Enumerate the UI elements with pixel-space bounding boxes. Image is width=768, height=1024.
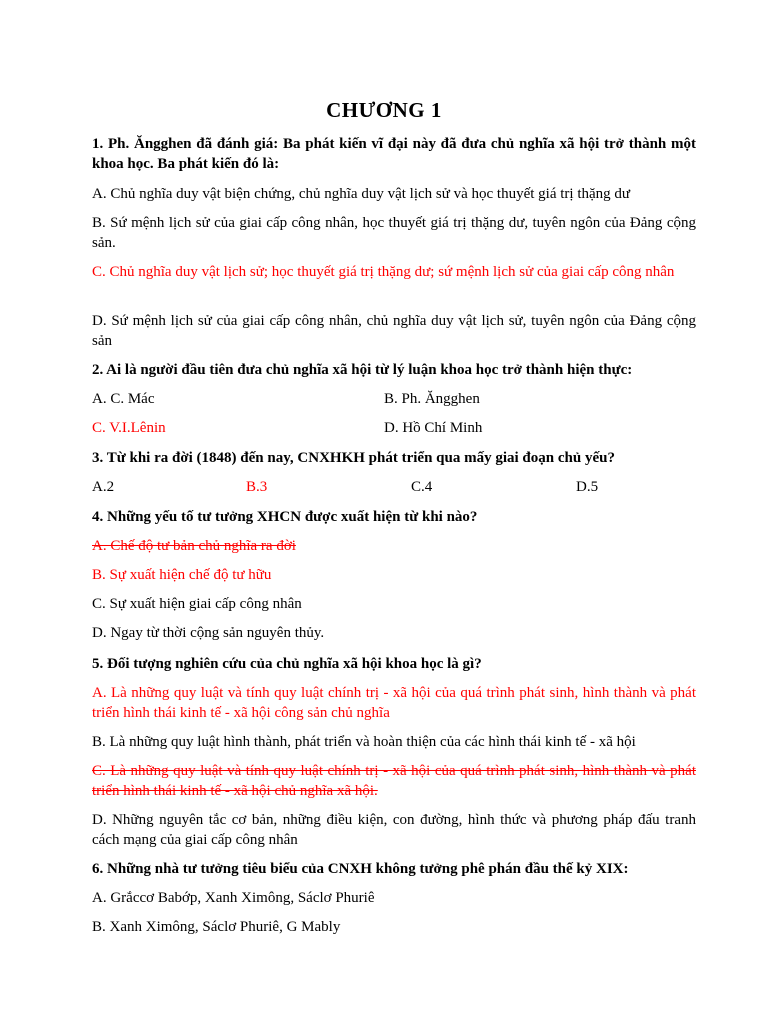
q5-option-a-answer: A. Là những quy luật và tính quy luật chính trị - xã hội của quá trình phát sinh, hình thành và phát triển hình thái kinh tế - xã hội công sản chủ nghĩa: [92, 685, 696, 721]
q6-option-b: B. Xanh Ximông, Sáclơ Phuriê, G Mably: [92, 919, 341, 935]
q1-option-b: B. Sứ mệnh lịch sử của giai cấp công nhân, học thuyết giá trị thặng dư, tuyên ngôn của Đảng cộng sản.: [92, 215, 696, 251]
q5-option-d: D. Những nguyên tắc cơ bản, những điều kiện, con đường, hình thức và phương pháp đấu tranh cách mạng của giai cấp công nhân: [92, 812, 696, 848]
q1-option-a: A. Chủ nghĩa duy vật biện chứng, chủ nghĩa duy vật lịch sử và học thuyết giá trị thặng dư: [92, 186, 631, 202]
q3-option-d: D.5: [576, 479, 599, 495]
question-6: 6. Những nhà tư tưởng tiêu biểu của CNXH không tưởng phê phán đầu thế kỷ XIX:: [92, 861, 629, 877]
question-1: 1. Ph. Ăngghen đã đánh giá: Ba phát kiến vĩ đại này đã đưa chủ nghĩa xã hội trở thành một khoa học. Ba phát kiến đó là:: [92, 136, 696, 172]
q2-option-d: D. Hồ Chí Minh: [384, 420, 483, 436]
q5-option-c-struck: C. Là những quy luật và tính quy luật chính trị - xã hội của quá trình phát sinh, hình thành và phát triển hình thái kinh tế - xã hội chủ nghĩa xã hội.: [92, 763, 696, 799]
q4-option-a-struck: A. Chế độ tư bản chủ nghĩa ra đời: [92, 538, 296, 554]
q4-option-b-answer: B. Sự xuất hiện chế độ tư hữu: [92, 567, 272, 583]
q2-option-a: A. C. Mác: [92, 391, 155, 407]
q2-option-c-answer: C. V.I.Lênin: [92, 420, 166, 436]
q2-option-b: B. Ph. Ăngghen: [384, 391, 480, 407]
q1-option-c-answer: C. Chủ nghĩa duy vật lịch sử; học thuyết giá trị thặng dư; sứ mệnh lịch sử của giai cấp công nhân: [92, 264, 675, 280]
q4-option-d: D. Ngay từ thời cộng sản nguyên thủy.: [92, 625, 325, 641]
question-4: 4. Những yếu tố tư tưởng XHCN được xuất hiện từ khi nào?: [92, 509, 478, 525]
q5-option-b: B. Là những quy luật hình thành, phát triển và hoàn thiện của các hình thái kinh tế - xã hội: [92, 734, 636, 750]
q3-option-a: A.2: [92, 479, 115, 495]
q3-option-c: C.4: [411, 479, 433, 495]
q4-option-c: C. Sự xuất hiện giai cấp công nhân: [92, 596, 302, 612]
chapter-title: CHƯƠNG 1: [326, 98, 442, 122]
q1-option-d: D. Sứ mệnh lịch sử của giai cấp công nhân, chủ nghĩa duy vật lịch sử, tuyên ngôn của Đảng cộng sản: [92, 313, 696, 349]
question-2: 2. Ai là người đầu tiên đưa chủ nghĩa xã hội từ lý luận khoa học trở thành hiện thực:: [92, 362, 633, 378]
q3-option-b-answer: B.3: [246, 479, 268, 495]
question-5: 5. Đối tượng nghiên cứu của chủ nghĩa xã hội khoa học là gì?: [92, 656, 482, 672]
question-3: 3. Từ khi ra đời (1848) đến nay, CNXHKH phát triển qua mấy giai đoạn chủ yếu?: [92, 450, 615, 466]
q6-option-a: A. Grắccơ Babớp, Xanh Ximông, Sáclơ Phuriê: [92, 890, 375, 906]
